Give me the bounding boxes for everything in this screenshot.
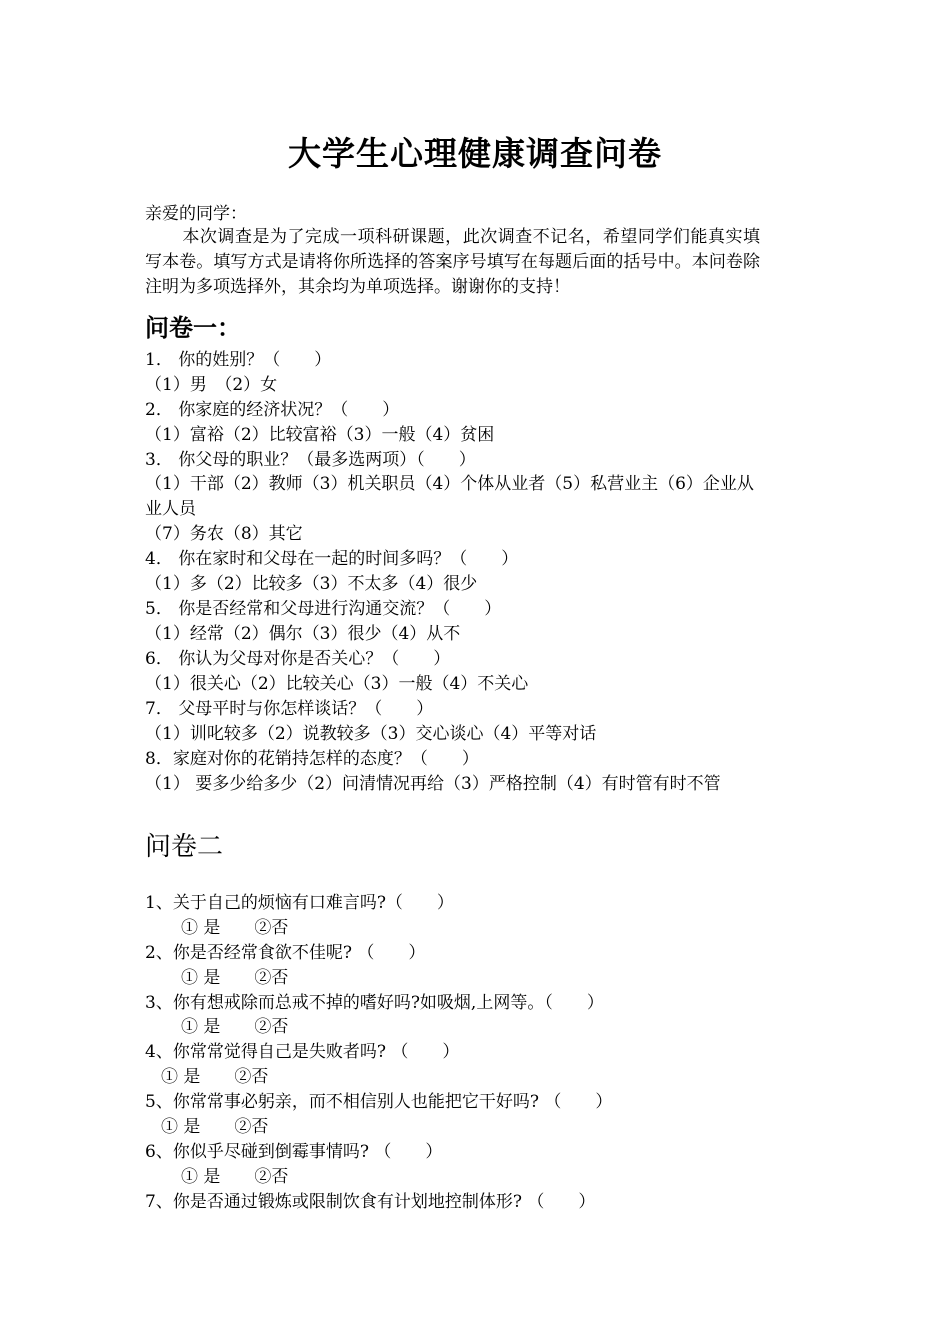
s2-options-4: ① 是 ②否 (161, 1067, 269, 1087)
section1-heading: 问卷一： (145, 314, 241, 342)
s1-options-8: （1） 要多少给多少（2）问清情况再给（3）严格控制（4）有时管有时不管 (145, 774, 721, 794)
s2-question-2: 2、你是否经常食欲不佳呢? （ ） (145, 943, 426, 963)
s1-options-5: （1）经常（2）偶尔（3）很少（4）从不 (145, 624, 461, 644)
s1-options-7: （1）训叱较多（2）说教较多（3）交心谈心（4）平等对话 (145, 724, 597, 744)
s1-question-6: 6． 你认为父母对你是否关心？（ ） (145, 649, 451, 669)
s1-question-8: 8．家庭对你的花销持怎样的态度？（ ） (145, 749, 479, 769)
s2-options-6: ① 是 ②否 (181, 1167, 289, 1187)
s2-options-2: ① 是 ②否 (181, 968, 289, 988)
s2-question-7: 7、你是否通过锻炼或限制饮食有计划地控制体形? （ ） (145, 1192, 596, 1212)
s2-question-1: 1、关于自己的烦恼有口难言吗?（ ） (145, 893, 454, 913)
greeting: 亲爱的同学： (145, 204, 247, 224)
s1-question-3: 3． 你父母的职业？（最多选两项）（ ） (145, 450, 476, 470)
s1-options-1: （1）男 （2）女 (145, 375, 278, 395)
s2-options-1: ① 是 ②否 (181, 918, 289, 938)
s1-question-2: 2． 你家庭的经济状况？（ ） (145, 400, 400, 420)
s2-question-6: 6、你似乎尽碰到倒霉事情吗? （ ） (145, 1142, 443, 1162)
s1-question-5: 5． 你是否经常和父母进行沟通交流？（ ） (145, 599, 502, 619)
s1-question-4: 4． 你在家时和父母在一起的时间多吗？（ ） (145, 549, 519, 569)
s2-question-4: 4、你常常觉得自己是失败者吗? （ ） (145, 1042, 460, 1062)
s1-question-1: 1． 你的姓别？（ ） (145, 350, 332, 370)
s1-options-4: （1）多（2）比较多（3）不太多（4）很少 (145, 574, 478, 594)
s2-options-3: ① 是 ②否 (181, 1017, 289, 1037)
s2-question-3: 3、你有想戒除而总戒不掉的嗜好吗?如吸烟,上网等。（ ） (145, 993, 604, 1013)
s2-options-5: ① 是 ②否 (161, 1117, 269, 1137)
section2-heading: 问卷二 (145, 832, 224, 862)
s1-options-2: （1）富裕（2）比较富裕（3）一般（4）贫困 (145, 425, 495, 445)
s1-options-6: （1）很关心（2）比较关心（3）一般（4）不关心 (145, 674, 529, 694)
s2-question-5: 5、你常常事必躬亲，而不相信别人也能把它干好吗? （ ） (145, 1092, 613, 1112)
intro-paragraph: 本次调查是为了完成一项科研课题，此次调查不记名，希望同学们能真实填写本卷。填写方式是请将你所选择的答案序号填写在每题后面的括号中。本问卷除注明为多项选择外，其余均为单项选择。谢谢你的支持！ (145, 227, 760, 297)
s1-question-7: 7． 父母平时与你怎样谈话？（ ） (145, 699, 434, 719)
s1-options-3a: （1）干部（2）教师（3）机关职员（4）个体从业者（5）私营业主（6）企业从业人员 (145, 474, 754, 519)
page-title: 大学生心理健康调查问卷 (288, 134, 662, 173)
s1-options-3b: （7）务农（8）其它 (145, 524, 303, 544)
